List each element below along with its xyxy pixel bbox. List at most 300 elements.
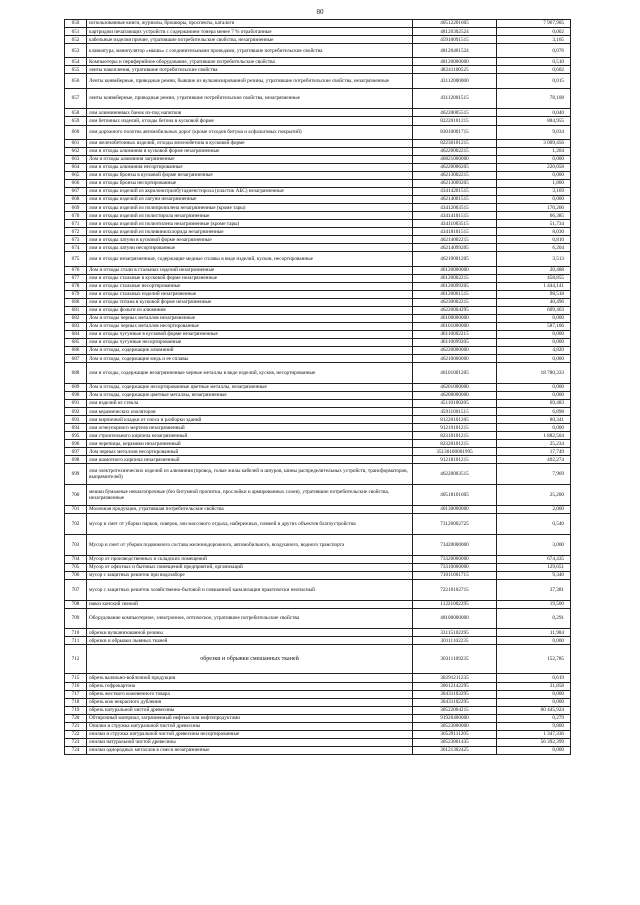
waste-code-cell: 48120302524 [413,28,497,36]
waste-amount-cell: 7,969 [497,464,571,485]
waste-code-cell: 40512201605 [413,20,497,28]
row-number-cell: 682 [65,314,87,322]
row-number-cell: 691 [65,399,87,407]
waste-amount-cell: 458,855 [497,274,571,282]
waste-code-cell: 46120001515 [413,290,497,298]
waste-amount-cell: 25,234 [497,440,571,448]
row-number-cell: 684 [65,330,87,338]
waste-code-cell: 46214099205 [413,244,497,252]
row-number-cell: 680 [65,298,87,306]
table-row [65,440,571,448]
waste-amount-cell: 3,000 [497,534,571,555]
waste-amount-cell: 0,510 [497,58,571,66]
table-row [65,187,571,195]
waste-name-cell: лом и отходы латуни в кусковой форме незагрязненные [87,236,413,244]
waste-name-cell: лом алюминиевых банок из-под напитков [87,109,413,117]
waste-code-cell: 46201000000 [413,383,497,391]
row-number-cell: 650 [65,20,87,28]
waste-code-cell: 73120002725 [413,514,497,535]
waste-code-cell: 46110002215 [413,330,497,338]
table-row [65,355,571,363]
waste-amount-cell: 1,800 [497,179,571,187]
row-number-cell: 720 [65,714,87,722]
waste-name-cell: лом и отходы латуни несортированные [87,244,413,252]
waste-amount-cell: 3,513 [497,252,571,266]
waste-amount-cell: 0,000 [497,314,571,322]
table-row [65,139,571,147]
row-number-cell: 668 [65,196,87,204]
waste-name-cell: опилки и стружка натуральной чистой древесины несортированные [87,730,413,738]
waste-name-cell: обрезь валяльно-войлочной продукции [87,674,413,682]
waste-code-cell: 71011001715 [413,571,497,579]
waste-name-cell: лом и отходы изделий из латуни незагрязненные [87,196,413,204]
table-row [65,244,571,252]
waste-code-cell: 40130000000 [413,505,497,513]
row-number-cell: 665 [65,171,87,179]
waste-name-cell: лом и отходы чугунные в кусковой форме незагрязненные [87,330,413,338]
table-row [65,464,571,485]
waste-code-cell: 30291211235 [413,674,497,682]
waste-code-cell: 46220003515 [413,464,497,485]
waste-code-cell: 30311109235 [413,645,497,674]
waste-name-cell: лом черепицы, керамики незагрязненный [87,440,413,448]
table-row [65,432,571,440]
table-row [65,424,571,432]
page-number: 80 [316,8,324,16]
waste-amount-cell: 0,291 [497,608,571,629]
waste-code-cell: 46220000000 [413,347,497,355]
waste-amount-cell: 37,381 [497,579,571,600]
waste-name-cell: лом электротехнических изделий из алюминия (провод, голые жилы кабелей и шнуров, шины распределительных устройств, трансформаторов, выпрямителей) [87,464,413,485]
waste-amount-cell: 3,165 [497,36,571,44]
waste-amount-cell: 0,000 [497,383,571,391]
waste-name-cell: лом и отходы алюминия в кусковой форме незагрязненные [87,147,413,155]
waste-table-body [65,20,571,755]
waste-code-cell: 46220005515 [413,109,497,117]
waste-name-cell: ленты накопления, утратившие потребительские свойства [87,66,413,74]
row-number-cell: 692 [65,408,87,416]
waste-amount-cell: 25,200 [497,485,571,506]
row-number-cell: 672 [65,228,87,236]
waste-code-cell: 46200000000 [413,391,497,399]
table-row [65,383,571,391]
table-row [65,347,571,355]
table-row [65,298,571,306]
waste-table-container [64,19,570,755]
waste-code-cell: 30612142295 [413,682,497,690]
waste-name-cell: лом и отходы, содержащие незагрязненные черные металлы в виде изделий, кусков, несортированные [87,363,413,384]
table-row [65,36,571,44]
waste-amount-cell: 0,602 [497,66,571,74]
waste-code-cell: 45910091515 [413,36,497,44]
waste-code-cell: 82220101215 [413,117,497,125]
waste-name-cell: лом строительного кирпича незагрязненный [87,432,413,440]
waste-name-cell: картриджи печатающих устройств с содержанием тонера менее 7 % отработанные [87,28,413,36]
table-row [65,274,571,282]
waste-name-cell: Обтирочный материал, загрязненный нефтью или нефтепродуктами [87,714,413,722]
waste-name-cell: Лом и отходы стали в стальных изделий незагрязненные [87,266,413,274]
waste-amount-cell: 1 347,336 [497,730,571,738]
waste-amount-cell: 9,034 [497,125,571,139]
waste-name-cell: мусор с защитных решеток при водозаборе [87,571,413,579]
row-number-cell: 674 [65,244,87,252]
waste-name-cell: лом бетонных изделий, отходы бетона в кусковой форме [87,117,413,125]
row-number-cell: 715 [65,674,87,682]
table-row [65,514,571,535]
row-number-cell: 658 [65,109,87,117]
waste-name-cell: лом и отходы изделий из полиэтилена незагрязненные (кроме тары) [87,220,413,228]
row-number-cell: 676 [65,266,87,274]
waste-code-cell: 43112000000 [413,74,497,88]
waste-amount-cell: 0,000 [497,746,571,754]
table-row [65,682,571,690]
row-number-cell: 717 [65,690,87,698]
waste-code-cell: 91219101215 [413,424,497,432]
waste-name-cell: обрезь жесткого кожевенного товара [87,690,413,698]
waste-amount-cell: 19,500 [497,600,571,608]
waste-name-cell: Ленты конвейерные, приводные ремни, бывшие из вулканизированной резины, утратившие потребительские свойства, незагрязненные [87,74,413,88]
row-number-cell: 667 [65,187,87,195]
table-row [65,236,571,244]
waste-name-cell: обрезь гофрокартона [87,682,413,690]
waste-name-cell: лом и отходы бронзы в кусковой форме незагрязненные [87,171,413,179]
table-row [65,645,571,674]
waste-amount-cell: 56 392,399 [497,738,571,746]
waste-name-cell: лом и отходы стальных изделий незагрязненные [87,290,413,298]
waste-name-cell: лом и отходы стальные в кусковой форме незагрязненные [87,274,413,282]
row-number-cell: 704 [65,555,87,563]
waste-code-cell: 46210000000 [413,355,497,363]
waste-code-cell: 30522004215 [413,706,497,714]
row-number-cell: 657 [65,88,87,109]
table-row [65,637,571,645]
waste-amount-cell: 3,169 [497,187,571,195]
waste-code-cell: 48120401524 [413,44,497,58]
row-number-cell: 687 [65,355,87,363]
waste-code-cell: 91218101215 [413,456,497,464]
waste-amount-cell: 0,000 [497,637,571,645]
row-number-cell: 656 [65,74,87,88]
waste-amount-cell: 3 009,456 [497,139,571,147]
row-number-cell: 678 [65,282,87,290]
waste-code-cell: 83010001715 [413,125,497,139]
waste-name-cell: Лом и отходы алюминия загрязненные [87,155,413,163]
waste-code-cell: 30431103295 [413,690,497,698]
waste-name-cell: Лом и отходы черных металлов незагрязненные [87,314,413,322]
row-number-cell: 706 [65,571,87,579]
waste-code-cell: 35130100001995 [413,448,497,456]
row-number-cell: 653 [65,44,87,58]
waste-amount-cell: 20,488 [497,266,571,274]
row-number-cell: 685 [65,338,87,346]
waste-name-cell: обрезки и обрывки льняных тканей [87,637,413,645]
waste-table [64,19,571,755]
waste-code-cell: 46214002215 [413,236,497,244]
waste-name-cell: использованные книги, журналы, брошюры, проспекты, каталоги [87,20,413,28]
waste-amount-cell: 0,000 [497,424,571,432]
waste-amount-cell: 609,463 [497,306,571,314]
waste-name-cell: лом и отходы алюминия несортированные [87,163,413,171]
row-number-cell: 711 [65,637,87,645]
table-row [65,505,571,513]
waste-name-cell: клавиатура, манипулятор «мышь» с соединительными проводами, утратившие потребительские свойства [87,44,413,58]
waste-name-cell: лом и отходы незагрязненные, содержащие медные сплавы в виде изделий, кусков, несортированные [87,252,413,266]
waste-name-cell: лом и отходы изделий из полипропилена незагрязненные (кроме тары) [87,204,413,212]
row-number-cell: 673 [65,236,87,244]
waste-amount-cell: 17,749 [497,448,571,456]
waste-amount-cell: 9,800 [497,722,571,730]
waste-name-cell: Лом и отходы, содержащие цветные металлы, незагрязненные [87,391,413,399]
waste-name-cell: лом кирпичной кладки от сноса и разборки зданий [87,416,413,424]
row-number-cell: 651 [65,28,87,36]
waste-name-cell: Молочная продукция, утратившая потребительские свойства [87,505,413,513]
waste-amount-cell: 1,204 [497,147,571,155]
waste-amount-cell: 0,540 [497,514,571,535]
table-row [65,179,571,187]
table-row [65,220,571,228]
table-row [65,456,571,464]
waste-amount-cell: 0,000 [497,171,571,179]
waste-code-cell: 46214001515 [413,196,497,204]
row-number-cell: 716 [65,682,87,690]
waste-code-cell: 91920400000 [413,714,497,722]
waste-amount-cell: 674,435 [497,555,571,563]
table-row [65,408,571,416]
row-number-cell: 670 [65,212,87,220]
waste-amount-cell: 60 445,924 [497,706,571,714]
waste-code-cell: 48100000000 [413,608,497,629]
waste-amount-cell: 69,483 [497,399,571,407]
waste-code-cell: 46821000000 [413,155,497,163]
row-number-cell: 695 [65,432,87,440]
table-row [65,571,571,579]
waste-name-cell: ленты конвейерные, приводные ремни, утратившие потребительские свойства, незагрязненные [87,88,413,109]
waste-name-cell: лом и отходы бронзы несортированные [87,179,413,187]
waste-name-cell: обрезки вулканизованной резины [87,629,413,637]
waste-amount-cell: 4,820 [497,347,571,355]
row-number-cell: 697 [65,448,87,456]
waste-amount-cell: 0,000 [497,391,571,399]
waste-amount-cell: 80,341 [497,416,571,424]
waste-amount-cell: 0,000 [497,690,571,698]
waste-name-cell: Лом и отходы, содержащие медь и ее сплавы [87,355,413,363]
waste-code-cell: 46220004295 [413,306,497,314]
table-row [65,74,571,88]
row-number-cell: 654 [65,58,87,66]
waste-name-cell: Мусор и смет от уборки подвижного состава железнодорожного, автомобильного, воздушного, водного транспорта [87,534,413,555]
waste-code-cell: 43414101515 [413,212,497,220]
row-number-cell: 719 [65,706,87,714]
waste-code-cell: 46120099205 [413,282,497,290]
table-row [65,204,571,212]
row-number-cell: 659 [65,117,87,125]
waste-code-cell: 46101000000 [413,322,497,330]
waste-amount-cell: 0,040 [497,109,571,117]
row-number-cell: 707 [65,579,87,600]
table-row [65,196,571,204]
table-row [65,690,571,698]
row-number-cell: 671 [65,220,87,228]
row-number-cell: 660 [65,125,87,139]
waste-name-cell: Лом и отходы, содержащие несортированные цветные металлы, незагрязненные [87,383,413,391]
waste-name-cell: лом и отходы изделий из акрилонитрилбутадиенстирола (пластик АБС) незагрязненные [87,187,413,195]
waste-name-cell: Оборудование компьютерное, электронное, оптическое, утратившее потребительские свойства [87,608,413,629]
row-number-cell: 696 [65,440,87,448]
waste-code-cell: 46220006205 [413,163,497,171]
waste-amount-cell: 0,076 [497,44,571,58]
waste-amount-cell: 66,385 [497,212,571,220]
row-number-cell: 664 [65,163,87,171]
table-row [65,20,571,28]
waste-amount-cell: 31,858 [497,682,571,690]
table-row [65,714,571,722]
waste-amount-cell: 0,000 [497,355,571,363]
waste-code-cell: 43418101515 [413,228,497,236]
waste-code-cell: 73320000000 [413,555,497,563]
table-row [65,88,571,109]
waste-name-cell: лом и отходы чугунные несортированные [87,338,413,346]
waste-name-cell: лом шамотного кирпича незагрязненный [87,456,413,464]
row-number-cell: 703 [65,534,87,555]
table-row [65,338,571,346]
table-row [65,416,571,424]
waste-amount-cell: 0,000 [497,338,571,346]
row-number-cell: 663 [65,155,87,163]
waste-code-cell: 73420000000 [413,534,497,555]
waste-amount-cell: 98,518 [497,290,571,298]
row-number-cell: 675 [65,252,87,266]
waste-code-cell: 46220002215 [413,147,497,155]
table-row [65,212,571,220]
table-row [65,147,571,155]
waste-amount-cell: 0,000 [497,330,571,338]
row-number-cell: 669 [65,204,87,212]
waste-code-cell: 48120000000 [413,58,497,66]
row-number-cell: 701 [65,505,87,513]
table-row [65,306,571,314]
table-row [65,746,571,754]
waste-amount-cell: 78,108 [497,88,571,109]
waste-name-cell: Лом и отходы, содержащие алюминий [87,347,413,355]
waste-amount-cell: 0,000 [497,155,571,163]
waste-code-cell: 48241100525 [413,66,497,74]
waste-name-cell: кабельные изделия прочие, утратившие потребительские свойства, незагрязненные [87,36,413,44]
table-row [65,579,571,600]
waste-amount-cell: 152,785 [497,645,571,674]
table-row [65,282,571,290]
table-row [65,600,571,608]
waste-name-cell: лом железобетонных изделий, отходы железобетона в кусковой форме [87,139,413,147]
waste-amount-cell: 0,000 [497,698,571,706]
row-number-cell: 694 [65,424,87,432]
waste-code-cell: 40518101605 [413,485,497,506]
table-row [65,730,571,738]
row-number-cell: 724 [65,746,87,754]
waste-code-cell: 30111102235 [413,637,497,645]
waste-name-cell: лом и отходы изделий из полистирола незагрязненные [87,212,413,220]
waste-code-cell: 45110100205 [413,399,497,407]
table-row [65,66,571,74]
row-number-cell: 686 [65,347,87,355]
row-number-cell: 722 [65,730,87,738]
waste-amount-cell: 1 444,141 [497,282,571,290]
waste-amount-cell: 40,496 [497,298,571,306]
row-number-cell: 683 [65,322,87,330]
waste-code-cell: 46213009205 [413,179,497,187]
waste-code-cell: 46100000000 [413,314,497,322]
table-row [65,58,571,66]
waste-name-cell: Мусор от офисных и бытовых помещений предприятий, организаций [87,563,413,571]
waste-code-cell: 46230002215 [413,298,497,306]
waste-name-cell: обрезь натуральной чистой древесины [87,706,413,714]
waste-name-cell: лом и отходы фольги из алюминия [87,306,413,314]
row-number-cell: 718 [65,698,87,706]
waste-amount-cell: 587,106 [497,322,571,330]
table-row [65,391,571,399]
waste-name-cell: мешки бумажные невлагопрочные (без битумной пропитки, прослойки и армированных слоев), утратившие потребительские свойства, незагрязненные [87,485,413,506]
waste-name-cell: обрезки и обрывки смешанных тканей [87,645,413,674]
table-row [65,117,571,125]
waste-name-cell: Мусор от производственных и складских помещений [87,555,413,563]
row-number-cell: 690 [65,391,87,399]
row-number-cell: 693 [65,416,87,424]
waste-name-cell: лом и отходы изделий из поливинилхлорида незагрязненные [87,228,413,236]
waste-amount-cell: 0,279 [497,714,571,722]
waste-name-cell: лом изделий из стекла [87,399,413,407]
row-number-cell: 666 [65,179,87,187]
table-row [65,228,571,236]
waste-amount-cell: 11,904 [497,629,571,637]
waste-code-cell: 43411003515 [413,220,497,228]
table-row [65,629,571,637]
waste-code-cell: 46101001205 [413,363,497,384]
waste-code-cell: 72210102715 [413,579,497,600]
row-number-cell: 681 [65,306,87,314]
table-row [65,485,571,506]
waste-amount-cell: 0,002 [497,28,571,36]
waste-code-cell: 45911001515 [413,408,497,416]
waste-amount-cell: 9,340 [497,571,571,579]
waste-code-cell: 30431102295 [413,698,497,706]
waste-name-cell: лом и отходы титана в кусковой форме незагрязненные [87,298,413,306]
waste-code-cell: 30529111205 [413,730,497,738]
waste-code-cell: 36121302425 [413,746,497,754]
row-number-cell: 688 [65,363,87,384]
waste-amount-cell: 7 967,905 [497,20,571,28]
waste-code-cell: 46120000000 [413,266,497,274]
waste-code-cell: 43412003515 [413,204,497,212]
row-number-cell: 661 [65,139,87,147]
waste-amount-cell: 6,898 [497,408,571,416]
waste-code-cell: 30523001435 [413,738,497,746]
row-number-cell: 710 [65,629,87,637]
row-number-cell: 708 [65,600,87,608]
table-row [65,698,571,706]
row-number-cell: 699 [65,464,87,485]
table-row [65,563,571,571]
waste-amount-cell: 0,810 [497,236,571,244]
waste-amount-cell: 1 882,504 [497,432,571,440]
table-row [65,266,571,274]
table-row [65,448,571,456]
row-number-cell: 705 [65,563,87,571]
row-number-cell: 723 [65,738,87,746]
waste-code-cell: 82230101215 [413,139,497,147]
waste-amount-cell: 18 780,333 [497,363,571,384]
waste-code-cell: 82310101215 [413,432,497,440]
table-row [65,534,571,555]
table-row [65,171,571,179]
